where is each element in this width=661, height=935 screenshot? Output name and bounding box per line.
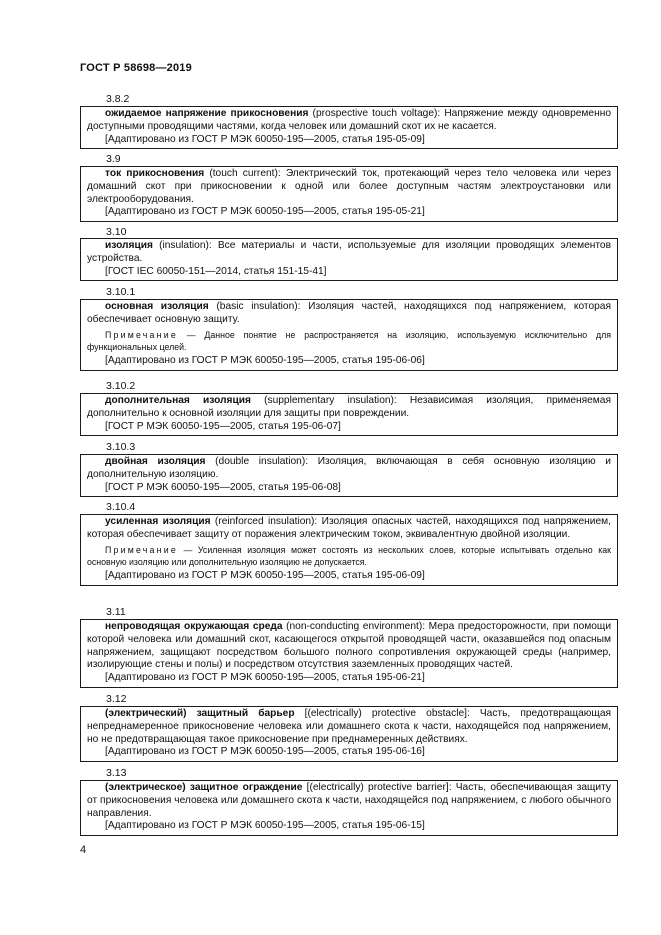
source-reference: [ГОСТ IEC 60050-151—2014, статья 151-15-41] [105, 265, 327, 277]
definition-text: (touch current): Электрический ток, протекающий через тело человека или через домашний скот при прикосновении к одной или более доступным частям электроустановки или электрооборудования. [87, 168, 611, 205]
term: непроводящая окружающая среда [105, 621, 283, 632]
term: дополнительная изоляция [105, 395, 251, 406]
clause-number: 3.12 [106, 693, 127, 705]
clause-number: 3.11 [106, 606, 126, 618]
source-reference: [ГОСТ Р МЭК 60050-195—2005, статья 195-06-07] [105, 420, 341, 432]
source-reference: [Адаптировано из ГОСТ Р МЭК 60050-195—2005, статья 195-06-15] [105, 820, 425, 832]
source-reference: [Адаптировано из ГОСТ Р МЭК 60050-195—2005, статья 195-06-09] [105, 570, 425, 581]
source-reference: [Адаптировано из ГОСТ Р МЭК 60050-195—2005, статья 195-05-21] [105, 206, 425, 218]
note-text: — Усиленная изоляция может состоять из нескольких слоев, которые испытывать отдельно как основную изоляцию или дополнительную изоляцию не допускается. [87, 544, 611, 567]
definition-entry [80, 238, 618, 281]
definition-entry [80, 706, 618, 762]
term: ожидаемое напряжение прикосновения [105, 108, 309, 119]
source-reference: [Адаптировано из ГОСТ Р МЭК 60050-195—2005, статья 195-06-16] [105, 746, 425, 758]
note [87, 544, 611, 568]
clause-number: 3.10.3 [106, 441, 136, 453]
definition-text: (insulation): Все материалы и части, используемые для изоляции проводящих элементов устройства. [87, 240, 611, 264]
term: двойная изоляция [105, 456, 206, 467]
note [87, 329, 611, 353]
source-reference: [Адаптировано из ГОСТ Р МЭК 60050-195—2005, статья 195-06-21] [105, 672, 425, 684]
source-reference: [Адаптировано из ГОСТ Р МЭК 60050-195—2005, статья 195-05-09] [105, 133, 425, 145]
definition-entry [80, 393, 618, 436]
clause-number: 3.10.2 [106, 380, 136, 392]
note-text: — Данное понятие не распространяется на изоляцию, используемую исключительно для функциональных целей. [87, 329, 611, 352]
note-label: Примечание [105, 329, 178, 340]
definition-text: [(electrically) protective obstacle]: Часть, предотвращающая непреднамеренное прикосновение человека или домашнего скота к части, находящейся под напряжением, но не предотвращающая такое прикосновение при преднамеренных действиях. [87, 708, 612, 745]
source-reference: [Адаптировано из ГОСТ Р МЭК 60050-195—2005, статья 195-06-06] [105, 355, 425, 366]
note-label: Примечание [105, 544, 178, 555]
definition-entry [80, 106, 618, 149]
clause-number: 3.13 [106, 767, 127, 779]
definition-entry [80, 454, 618, 497]
definition-text: (basic insulation): Изоляция частей, находящихся под напряжением, которая обеспечивает основную защиту. [87, 301, 611, 325]
clause-number: 3.10.4 [106, 501, 136, 513]
definition-text: (non-conducting environment): Мера предосторожности, при помощи которой человека или домашний скот, касающегося открытой проводящей части, оказавшейся под опасным напряжением, защищают посредством большого полного сопротивления окружающей среды (например, изолирующие стены и полы) и посредством отсутствия заземленных проводящих частей. [87, 621, 612, 671]
term: (электрический) защитный барьер [105, 708, 295, 719]
document-header: ГОСТ Р 58698—2019 [80, 62, 192, 74]
definition-entry [80, 780, 618, 836]
definition-entry [80, 619, 618, 688]
term: основная изоляция [105, 301, 209, 312]
definition-entry [80, 299, 618, 371]
clause-number: 3.8.2 [106, 93, 130, 105]
page-number: 4 [80, 844, 87, 856]
definition-entry [80, 514, 618, 586]
clause-number: 3.10.1 [106, 286, 136, 298]
definition-text: (prospective touch voltage): Напряжение между одновременно доступными проводящими частями, когда человек или домашний скот их не касается. [87, 108, 611, 132]
definition-text: (supplementary insulation): Независимая изоляция, применяемая дополнительно к основной изоляции для защиты при повреждении. [87, 395, 611, 419]
source-reference: [ГОСТ Р МЭК 60050-195—2005, статья 195-06-08] [105, 481, 341, 493]
definition-text: [(electrically) protective barrier]: Часть, обеспечивающая защиту от прикосновения человека или домашнего скота к части, находящейся под напряжением, с любого обычного направления. [87, 782, 611, 819]
term: (электрическое) защитное ограждение [105, 782, 303, 793]
term: изоляция [105, 240, 153, 251]
definition-text: (double insulation): Изоляция, включающая в себя основную изоляцию и дополнительную изоляцию. [87, 456, 611, 480]
term: усиленная изоляция [105, 516, 211, 527]
clause-number: 3.9 [106, 153, 121, 165]
clause-number: 3.10 [106, 226, 127, 238]
definition-entry [80, 166, 618, 222]
term: ток прикосновения [105, 168, 205, 179]
definition-text: (reinforced insulation): Изоляция опасных частей, находящихся под напряжением, которая обеспечивает защиту от поражения электрическим током, эквивалентную двойной изоляции. [87, 516, 611, 540]
